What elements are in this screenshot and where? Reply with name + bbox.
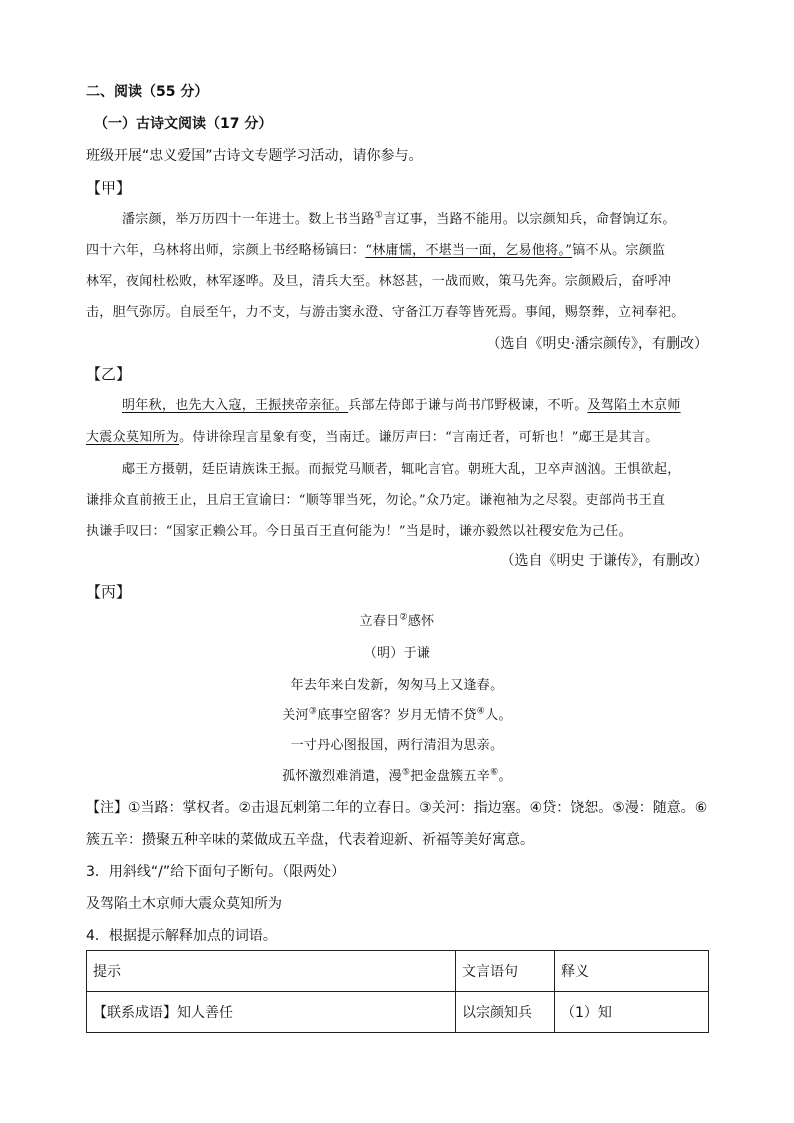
notes-line-2: 簇五辛：攒聚五种辛味的菜做成五辛盘，代表着迎新、祈福等美好寓意。 [86, 832, 534, 848]
table-cell: （1）知 [555, 992, 709, 1033]
table-cell: 【联系成语】知人善任 [87, 992, 456, 1033]
yi-line-1: 明年秋，也先大入寇，王振挟帝亲征。兵部左侍郎于谦与尚书邝野极谏，不听。及驾陷土木京师 [122, 398, 681, 413]
bing-label: 【丙】 [86, 583, 132, 601]
jia-line-4: 击，胆气弥厉。自辰至午，力不支，与游击窦永澄、守备江万春等皆死焉。事闻，赐祭葬，立祠奉祀。 [86, 305, 685, 320]
sub-heading: （一）古诗文阅读（17 分） [94, 116, 273, 132]
poem-line-3: 一寸丹心图报国，两行清泪为思亲。 [290, 738, 504, 753]
question-3: 3．用斜线“/”给下面句子断句。（限两处） [86, 864, 346, 880]
poem-line-1: 年去年来白发新，匆匆马上又逢春。 [290, 678, 504, 693]
poem-line-4: 孤怀激烈难消遣，漫⑤把金盘簇五辛⑥。 [282, 767, 512, 784]
jia-line-2: 四十六年，乌林将出师，宗颜上书经略杨镐曰：“林庸懦，不堪当一面，乞易他将。”镐不从。宗颜监 [86, 243, 666, 258]
table-header-cell: 文言语句 [456, 951, 555, 992]
yi-line-2: 大震众莫知所为。侍讲徐珵言星象有变，当南迁。谦厉声曰：“言南迁者，可斩也！”郕王是其言。 [86, 430, 659, 445]
table-header-row [87, 951, 709, 992]
jia-source: （选自《明史·潘宗颜传》，有删改） [486, 336, 708, 352]
yi-line-5: 执谦手叹曰：“国家正赖公耳。今日虽百王直何能为！”当是时，谦亦毅然以社稷安危为己任。 [86, 524, 632, 539]
question-4: 4．根据提示解释加点的词语。 [86, 928, 277, 944]
question-3-sentence: 及驾陷土木京师大震众莫知所为 [86, 896, 282, 912]
answer-table [86, 950, 709, 1033]
poem-line-2: 关河③底事空留客？岁月无情不贷④人。 [282, 706, 512, 723]
intro-text: 班级开展“忠义爱国”古诗文专题学习活动，请你参与。 [86, 148, 423, 164]
jia-underlined-quote: “林庸懦，不堪当一面，乞易他将。” [365, 243, 573, 258]
section-heading: 二、阅读（55 分） [86, 84, 209, 100]
yi-source: （选自《明史 于谦传》，有删改） [500, 553, 708, 569]
yi-line-4: 谦排众直前掖王止，且启王宣谕曰：“顺等罪当死，勿论。”众乃定。谦袍袖为之尽裂。吏部尚书王直 [86, 493, 666, 508]
poem-title: 立春日②感怀 [359, 612, 435, 629]
poem-author: （明）于谦 [363, 646, 431, 661]
table-row [87, 992, 709, 1033]
yi-label: 【乙】 [86, 365, 132, 383]
notes-line-1: 【注】①当路：掌权者。②击退瓦剌第二年的立春日。③关河：指边塞。④贷：饶恕。⑤漫：随意。⑥ [86, 800, 708, 816]
jia-line-3: 林军，夜闻杜松败，林军逐哗。及旦，清兵大至。林怒甚，一战而败，策马先奔。宗颜殿后，奋呼冲 [86, 274, 672, 289]
table-header-cell: 释义 [555, 951, 709, 992]
yi-line-3: 郕王方摄朝，廷臣请族诛王振。而振党马顺者，辄叱言官。朝班大乱，卫卒声汹汹。王惧欲起， [122, 462, 681, 477]
jia-label: 【甲】 [86, 179, 132, 197]
table-cell: 以宗颜知兵 [456, 992, 555, 1033]
jia-line-1: 潘宗颜，举万历四十一年进士。数上书当路①言辽事，当路不能用。以宗颜知兵，命督饷辽东。 [122, 210, 676, 227]
table-header-cell: 提示 [87, 951, 456, 992]
